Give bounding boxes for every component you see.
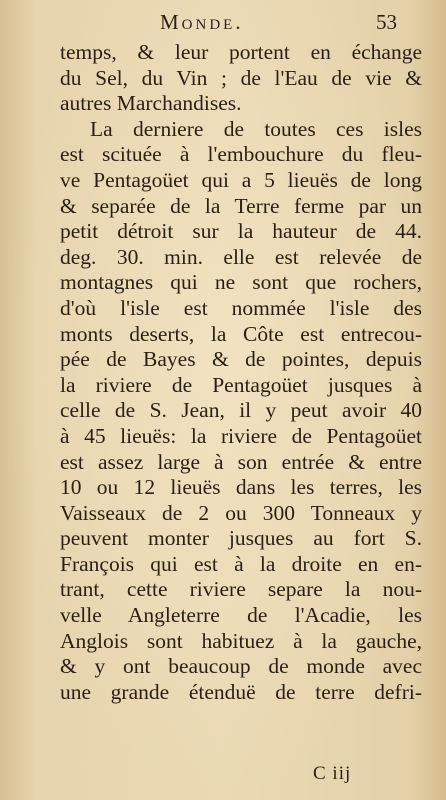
text-line: est scituée à l'embouchure du fleu-	[60, 142, 422, 167]
running-title: Monde.	[160, 10, 244, 34]
text-line: Anglois sont habituez à la gauche,	[60, 628, 422, 653]
text-line: la riviere de Pentagoüet jusques à	[60, 372, 422, 397]
text-line: ve Pentagoüet qui a 5 lieuës de long	[60, 167, 422, 192]
text-line: montagnes qui ne sont que rochers,	[60, 270, 422, 295]
text-line: temps, & leur portent en échange	[60, 40, 422, 64]
text-line: & y ont beaucoup de monde avec	[60, 654, 422, 679]
page-header	[0, 8, 446, 38]
text-line: est assez large à son entrée & entre	[60, 449, 422, 474]
text-line: Vaisseaux de 2 ou 300 Tonneaux y	[60, 500, 422, 525]
text-line: d'où l'isle est nommée l'isle des	[60, 295, 422, 320]
page-number: 53	[376, 10, 397, 34]
text-line: à 45 lieuës: la riviere de Pentagoüet	[60, 423, 422, 448]
text-line: François qui est à la droite en en-	[60, 551, 422, 576]
text-line: autres Marchandises.	[60, 91, 242, 116]
text-line: du Sel, du Vin ; de l'Eau de vie &	[60, 65, 422, 90]
text-line: celle de S. Jean, il y peut avoir 40	[60, 398, 422, 423]
signature-mark: C iij	[313, 763, 352, 784]
body-text	[60, 40, 422, 705]
text-line: peuvent monter jusques au fort S.	[60, 526, 422, 551]
text-line: deg. 30. min. elle est relevée de	[60, 244, 422, 269]
text-line: petit détroit sur la hauteur de 44.	[60, 219, 422, 244]
text-line: & separée de la Terre ferme par un	[60, 193, 422, 218]
text-line: pée de Bayes & de pointes, depuis	[60, 347, 422, 372]
text-line: velle Angleterre de l'Acadie, les	[60, 603, 422, 628]
text-line: une grande étenduë de terre defri-	[60, 679, 422, 704]
text-line: trant, cette riviere separe la nou-	[60, 577, 422, 602]
text-line: 10 ou 12 lieuës dans les terres, les	[60, 475, 422, 500]
text-line: La derniere de toutes ces isles	[90, 116, 422, 141]
text-line: monts deserts, la Côte est entrecou-	[60, 321, 422, 346]
